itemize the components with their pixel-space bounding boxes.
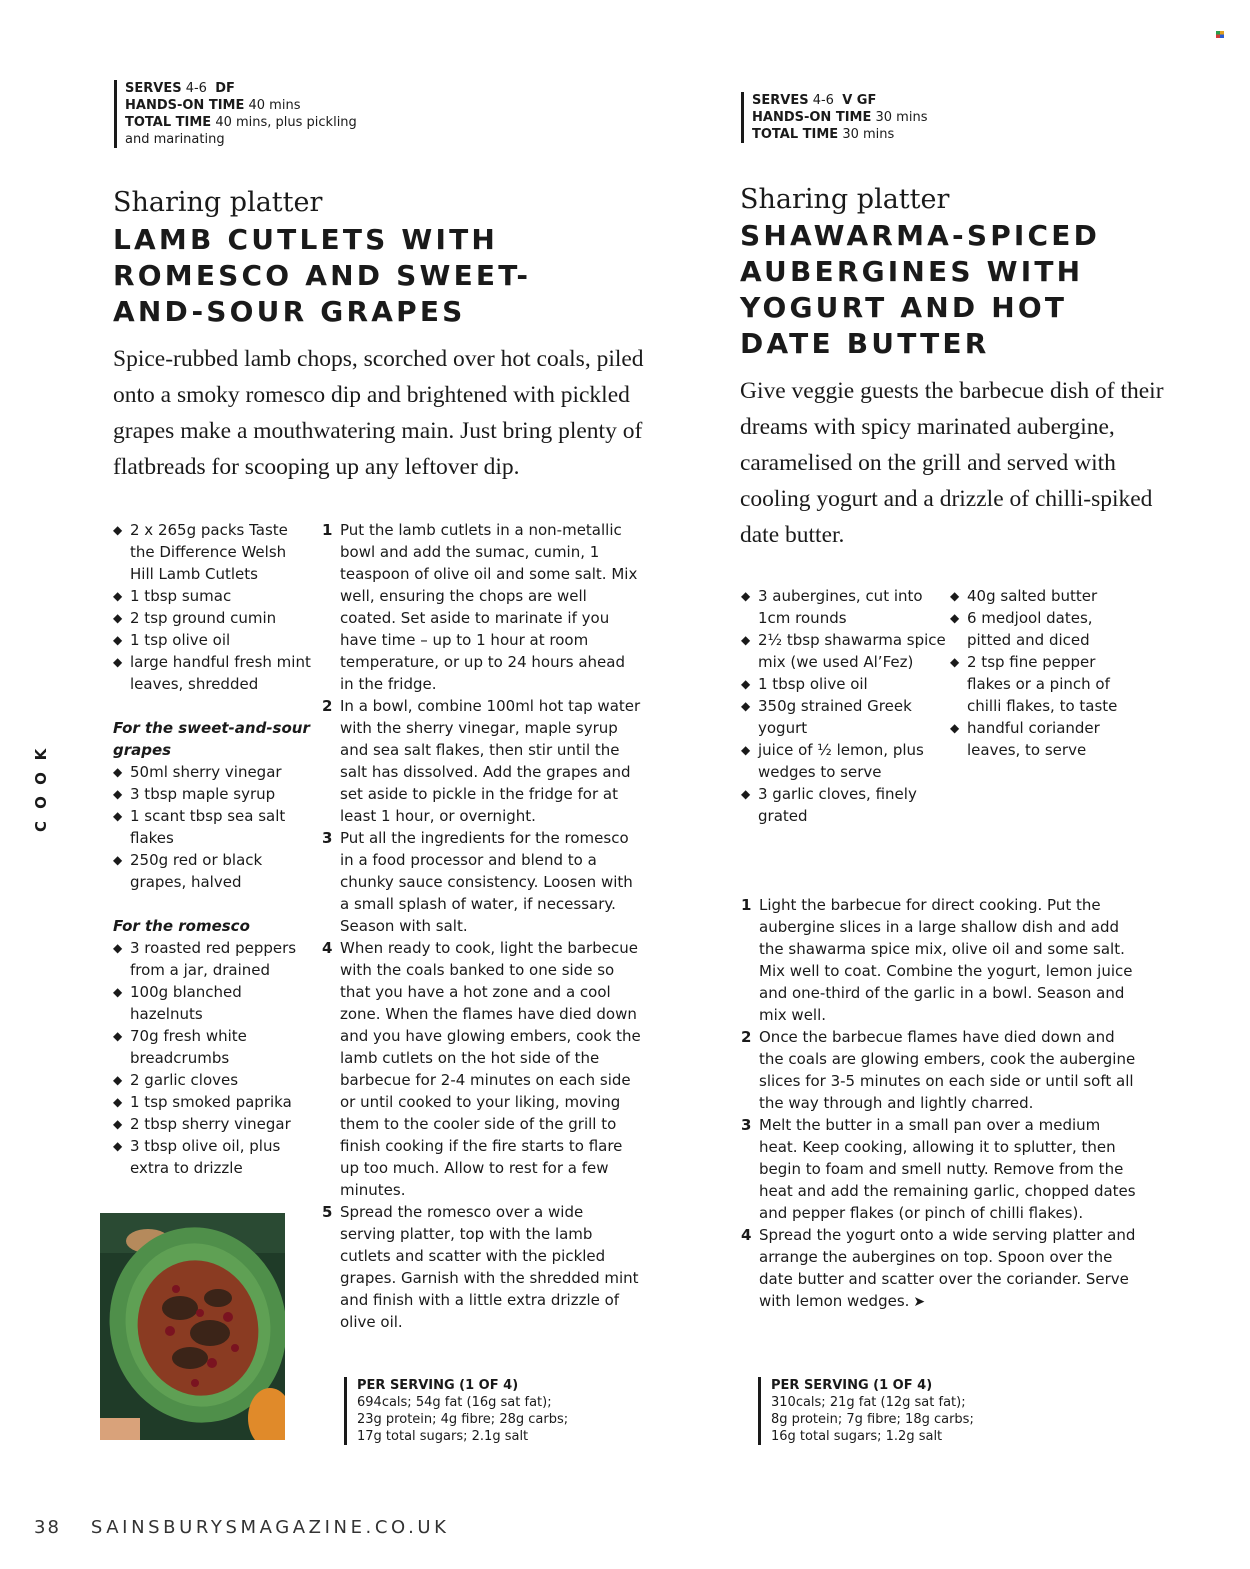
subheading-grapes: For the sweet-and-sour grapes: [113, 719, 310, 759]
recipe-title-left: LAMB CUTLETS WITH ROMESCO AND SWEET- AND-SOUR GRAPES: [113, 223, 532, 328]
method-step: 2 In a bowl, combine 100ml hot tap water with the sherry vinegar, maple syrup and sea salt flakes, then stir until the salt has dissolved. Add the grapes and set aside to pickle in the fridge for at least 1 hour, or overnight.: [322, 697, 641, 825]
list-item: ◆ 2 tsp fine pepper flakes or a pinch of chilli flakes, to taste: [950, 651, 1140, 717]
method-step: 4 Spread the yogurt onto a wide serving platter and arrange the aubergines on top. Spoon over the date butter and scatter over the coriander. Serve with lemon wedges. ➤: [741, 1226, 1136, 1310]
method-step: 3 Put all the ingredients for the romesco in a food processor and blend to a chunky sauce consistency. Loosen with a small splash of water, if necessary. Season with salt.: [322, 829, 633, 935]
subheading-romesco: For the romesco: [113, 917, 250, 935]
list-item: ◆ 1 scant tbsp sea salt flakes: [113, 805, 313, 849]
list-item: ◆ handful coriander leaves, to serve: [950, 717, 1140, 761]
ingredients-left: [113, 519, 313, 1179]
list-item: ◆ juice of ½ lemon, plus wedges to serve: [741, 739, 951, 783]
list-item: ◆ 250g red or black grapes, halved: [113, 849, 313, 893]
arrow-right-icon: ➤: [913, 1294, 926, 1310]
method-left: [322, 519, 642, 1333]
recipe-title-right: SHAWARMA-SPICED AUBERGINES WITH YOGURT AND HOT DATE BUTTER: [740, 219, 1101, 360]
section-label-cook: K O O C: [32, 747, 50, 833]
list-item: ◆ 1 tbsp sumac: [113, 585, 313, 607]
nutrition-right: PER SERVING (1 OF 4) 310cals; 21g fat (12g sat fat); 8g protein; 7g fibre; 18g carbs; 16g total sugars; 1.2g salt: [758, 1377, 1018, 1445]
list-item: ◆ 2 garlic cloves: [113, 1069, 313, 1091]
list-item: ◆ 2 tbsp sherry vinegar: [113, 1113, 313, 1135]
list-item: ◆ 3 aubergines, cut into 1cm rounds: [741, 585, 951, 629]
food-photo: [100, 1213, 285, 1440]
ingredient-list-romesco: [113, 937, 313, 1179]
list-item: ◆ 2 x 265g packs Taste the Difference Welsh Hill Lamb Cutlets: [113, 519, 313, 585]
ingredients-right-col1: [741, 585, 951, 827]
method-step: 2 Once the barbecue flames have died down and the coals are glowing embers, cook the aubergine slices for 3-5 minutes on each side or until soft all the way through and lightly charred.: [741, 1028, 1136, 1112]
list-item: ◆ 3 roasted red peppers from a jar, drained: [113, 937, 313, 981]
list-item: ◆ 50ml sherry vinegar: [113, 761, 313, 783]
list-item: ◆ 100g blanched hazelnuts: [113, 981, 313, 1025]
method-step: 1 Put the lamb cutlets in a non-metallic bowl and add the sumac, cumin, 1 teaspoon of olive oil and some salt. Mix well, ensuring the chops are well coated. Set aside to marinate if you have time – up to 1 hour at room temperature, or up to 24 hours ahead in the fridge.: [322, 521, 638, 693]
intro-right: Give veggie guests the barbecue dish of their dreams with spicy marinated aubergine, caramelised on the grill and served with cooling yogurt and a drizzle of chilli-spiked date butter.: [740, 378, 1164, 548]
nutrition-left: PER SERVING (1 OF 4) 694cals; 54g fat (16g sat fat); 23g protein; 4g fibre; 28g carbs; 17g total sugars; 2.1g salt: [344, 1377, 604, 1445]
list-item: ◆ 1 tsp olive oil: [113, 629, 313, 651]
list-item: ◆ 350g strained Greek yogurt: [741, 695, 951, 739]
method-step: 1 Light the barbecue for direct cooking. Put the aubergine slices in a large shallow dish and add the shawarma spice mix, olive oil and some salt. Mix well to coat. Combine the yogurt, lemon juice and one-third of the garlic in a bowl. Season and mix well.: [741, 896, 1133, 1024]
list-item: ◆ 1 tsp smoked paprika: [113, 1091, 313, 1113]
method-step: 4 When ready to cook, light the barbecue with the coals banked to one side so that you have a hot zone and a cool zone. When the flames have died down and you have glowing embers, cook the lamb cutlets on the hot side of the barbecue for 2-4 minutes on each side or until cooked to your liking, moving them to the cooler side of the grill to finish cooking if the fire starts to flare up too much. Allow to rest for a few minutes.: [322, 939, 641, 1199]
list-item: ◆ 3 tbsp olive oil, plus extra to drizzle: [113, 1135, 313, 1179]
intro-left: Spice-rubbed lamb chops, scorched over hot coals, piled onto a smoky romesco dip and brightened with pickled grapes make a mouthwatering main. Just bring plenty of flatbreads for scooping up any leftover dip.: [113, 346, 644, 480]
category-left: Sharing platter: [113, 187, 323, 218]
list-item: ◆ 3 tbsp maple syrup: [113, 783, 313, 805]
category-right: Sharing platter: [740, 184, 950, 215]
method-right: [741, 894, 1141, 1313]
platter-illustration: [100, 1213, 285, 1440]
meta-right: SERVES 4-6 V GF HANDS-ON TIME 30 mins TOTAL TIME 30 mins: [741, 92, 1041, 143]
footer-website: SAINSBURYSMAGAZINE.CO.UK: [90, 1517, 450, 1538]
corner-logo-icon: [1216, 31, 1224, 38]
meta-left: SERVES 4-6 DF HANDS-ON TIME 40 mins TOTAL TIME 40 mins, plus pickling and marinating: [114, 80, 414, 148]
list-item: ◆ 2½ tbsp shawarma spice mix (we used Al’Fez): [741, 629, 951, 673]
ingredient-list-main: [113, 519, 313, 695]
ingredient-list-grapes: [113, 761, 313, 893]
ingredients-right-col2: [950, 585, 1140, 761]
page-number: 38: [34, 1517, 61, 1538]
method-step: 3 Melt the butter in a small pan over a medium heat. Keep cooking, allowing it to splutter, then begin to foam and smell nutty. Remove from the heat and add the remaining garlic, chopped dates and pepper flakes (or pinch of chilli flakes).: [741, 1116, 1136, 1222]
list-item: ◆ large handful fresh mint leaves, shredded: [113, 651, 313, 695]
list-item: ◆ 70g fresh white breadcrumbs: [113, 1025, 313, 1069]
list-item: ◆ 40g salted butter: [950, 585, 1140, 607]
method-step: 5 Spread the romesco over a wide serving platter, top with the lamb cutlets and scatter with the pickled grapes. Garnish with the shredded mint and finish with a little extra drizzle of olive oil.: [322, 1203, 639, 1331]
list-item: ◆ 6 medjool dates, pitted and diced: [950, 607, 1140, 651]
list-item: ◆ 3 garlic cloves, finely grated: [741, 783, 951, 827]
list-item: ◆ 1 tbsp olive oil: [741, 673, 951, 695]
list-item: ◆ 2 tsp ground cumin: [113, 607, 313, 629]
page-footer: [34, 1517, 450, 1538]
